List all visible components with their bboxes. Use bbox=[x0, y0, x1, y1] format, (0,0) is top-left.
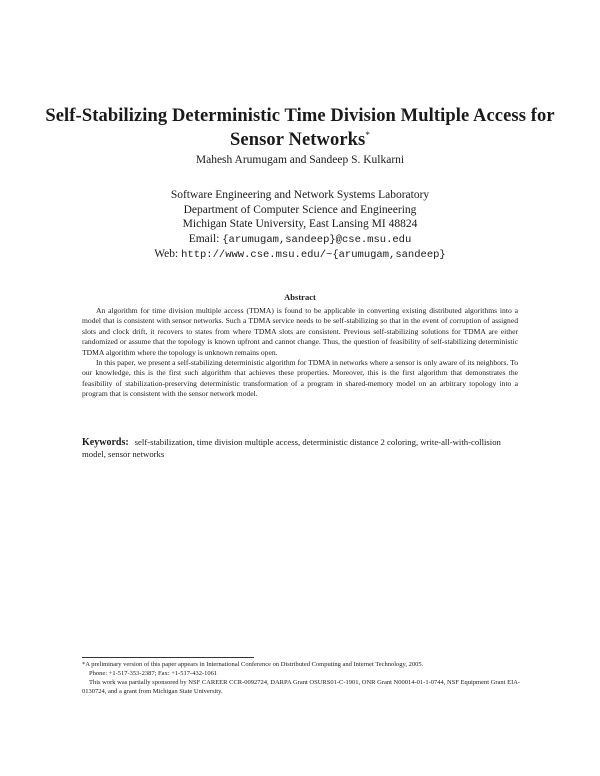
keywords-label: Keywords: bbox=[82, 437, 129, 448]
affiliation-block bbox=[40, 188, 560, 263]
paper-title bbox=[40, 104, 560, 152]
affiliation-university: Michigan State University, East Lansing MI 48824 bbox=[182, 218, 418, 230]
web-line bbox=[40, 247, 560, 263]
footnote-divider bbox=[82, 657, 254, 658]
email-address[interactable]: {arumugam,sandeep}@cse.msu.edu bbox=[222, 233, 412, 246]
abstract-paragraph-1: An algorithm for time division multiple access (TDMA) is found to be applicable in converting existing distributed algorithms into a model that is consistent with sensor networks. Such a TDMA service needs to be self-stabilizing so that in the event of corruption of assigned slots and clock drift, it recovers to states from where TDMA slots are consistent. Previous self-stabilizing solutions for TDMA are either randomized or assume that the topology is known upfront and cannot change. Thus, the question of feasibility of self-stabilizing deterministic TDMA algorithm where the topology is unknown remains open. bbox=[82, 306, 518, 357]
abstract-heading: Abstract bbox=[284, 292, 316, 302]
email-line bbox=[40, 232, 560, 248]
web-label: Web: bbox=[154, 248, 182, 260]
footnote-phone: Phone: +1-517-353-2387; Fax: +1-517-432-1061 bbox=[89, 670, 218, 677]
abstract-body bbox=[82, 306, 518, 400]
keywords-list: self-stabilization, time division multiple access, deterministic distance 2 coloring, write-all-with-collision model, sensor networks bbox=[82, 437, 501, 459]
title-footnote-mark: * bbox=[365, 129, 370, 140]
affiliation-department: Department of Computer Science and Engineering bbox=[183, 203, 417, 216]
author-list: Mahesh Arumugam and Sandeep S. Kulkarni bbox=[195, 154, 405, 166]
web-url[interactable]: http://www.cse.msu.edu/~{arumugam,sandeep} bbox=[181, 249, 446, 261]
email-label: Email: bbox=[188, 232, 223, 245]
abstract-paragraph-2: In this paper, we present a self-stabilizing deterministic algorithm for TDMA in networks where a sensor is only aware of its neighbors. To our knowledge, this is the first such algorithm that achieves these properties. Moreover, this is the first algorithm that demonstrates the feasibility of stabilization-preserving deterministic transformation of a program in shared-memory model on an arbitrary topology into a program that is consistent with the sensor network model. bbox=[82, 358, 518, 399]
footnote-preliminary-version: *A preliminary version of this paper appears in International Conference on Distributed Computing and Internet Technology, 2005. bbox=[82, 661, 424, 668]
title-text: Self-Stabilizing Deterministic Time Division Multiple Access for Sensor Networks bbox=[45, 106, 555, 150]
keywords-block bbox=[82, 437, 522, 460]
affiliation-lab: Software Engineering and Network Systems Laboratory bbox=[170, 189, 430, 201]
footnote-funding: This work was partially sponsored by NSF CAREER CCR-0092724, DARPA Grant OSURS01-C-1901, ONR Grant N00014-01-1-0744, NSF Equipment Grant EIA-0130724, and a grant from Michigan State University. bbox=[82, 679, 521, 695]
footnotes-block bbox=[82, 660, 522, 696]
